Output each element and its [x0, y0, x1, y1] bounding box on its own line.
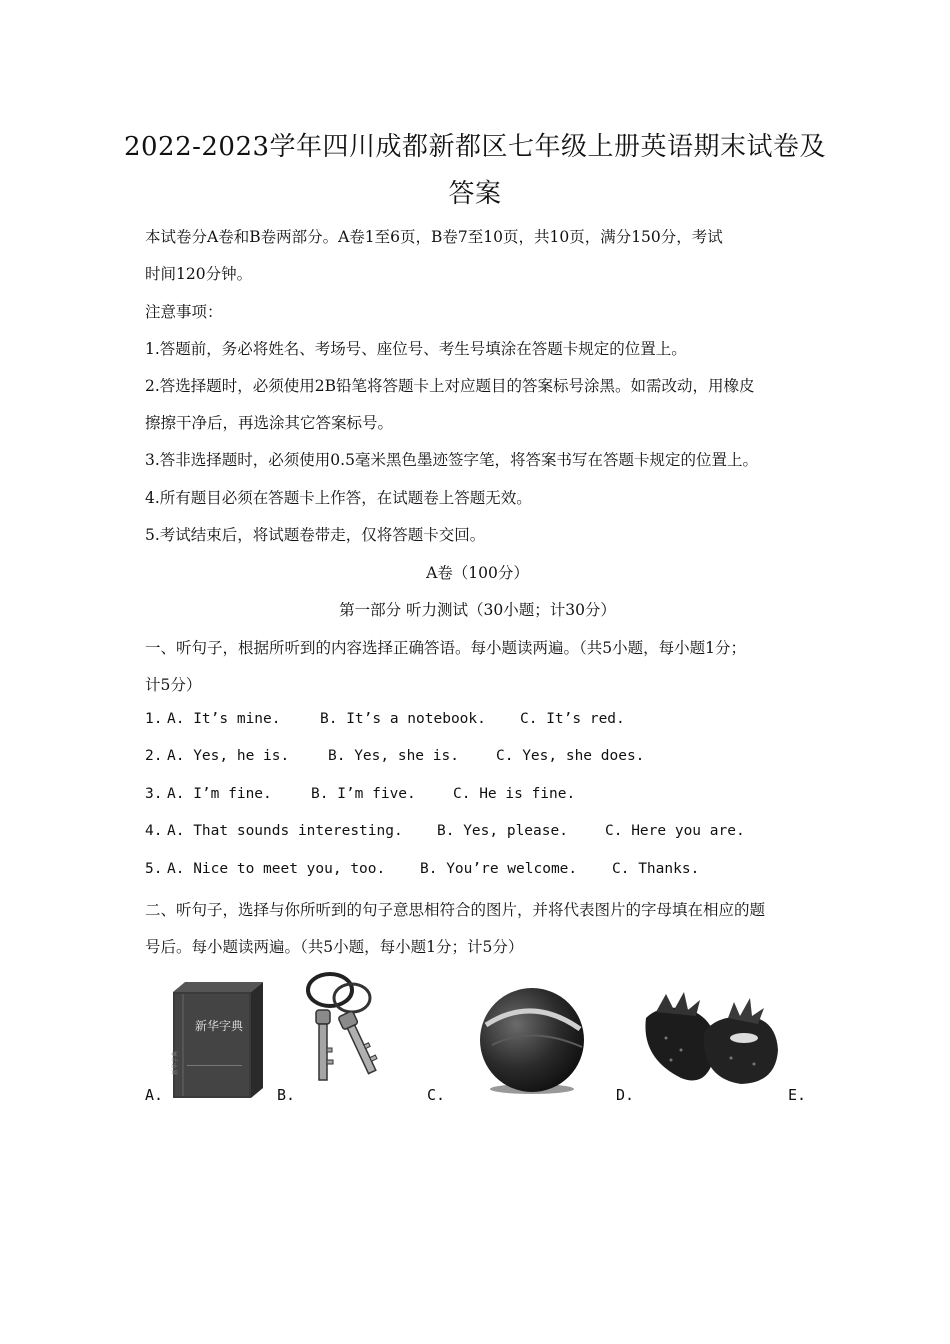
strawberries-picture [636, 988, 786, 1088]
notice-2: 2.答选择题时，必须使用2B铅笔将答题卡上对应题目的答案标号涂黑。如需改动，用橡皮 [145, 377, 755, 395]
question-number: 2. [145, 748, 163, 764]
question-2 [145, 748, 645, 764]
question-number: 5. [145, 861, 163, 877]
picture-label-e: E. [788, 1086, 807, 1104]
question-number: 1. [145, 711, 163, 727]
option-a: A. It’s mine. [167, 711, 281, 727]
dictionary-spine-text: 新华字典 [172, 1050, 179, 1075]
option-b: B. I’m five. [311, 786, 416, 802]
option-c: C. It’s red. [520, 711, 625, 727]
part-one-heading: 第一部分 听力测试（30小题；计30分） [339, 601, 616, 619]
notice-4: 4.所有题目必须在答题卡上作答，在试题卷上答题无效。 [145, 489, 532, 507]
q2-instruction-line2: 号后。每小题读两遍。（共5小题，每小题1分；计5分） [145, 938, 524, 956]
option-a: A. Yes, he is. [167, 748, 290, 764]
notice-3: 3.答非选择题时，必须使用0.5毫米黑色墨迹签字笔，将答案书写在答题卡规定的位置上。 [145, 451, 758, 469]
option-c: C. Here you are. [605, 823, 745, 839]
picture-label-a: A. [145, 1086, 164, 1104]
picture-label-c: C. [427, 1086, 446, 1104]
dictionary-title: 新华字典 [195, 1019, 244, 1033]
option-c: C. Yes, she does. [496, 748, 645, 764]
notice-heading: 注意事项： [145, 303, 223, 321]
question-number: 3. [145, 786, 163, 802]
notice-2-continued: 擦擦干净后，再选涂其它答案标号。 [145, 414, 394, 432]
option-a: A. That sounds interesting. [167, 823, 403, 839]
keys-picture [290, 968, 390, 1088]
question-5 [145, 861, 700, 877]
picture-label-d: D. [616, 1086, 635, 1104]
option-a: A. I’m fine. [167, 786, 272, 802]
exam-title-line1: 2022-2023学年四川成都新都区七年级上册英语期末试卷及 [123, 132, 827, 162]
exam-title-line2: 答案 [448, 179, 502, 209]
section-a-heading: A卷（100分） [426, 564, 529, 582]
notice-1: 1.答题前，务必将姓名、考场号、座位号、考生号填涂在答题卡规定的位置上。 [145, 340, 687, 358]
notice-5: 5.考试结束后，将试题卷带走，仅将答题卡交回。 [145, 526, 486, 544]
question-number: 4. [145, 823, 163, 839]
ball-picture [472, 985, 592, 1095]
picture-label-b: B. [277, 1086, 296, 1104]
question-4 [145, 823, 745, 839]
intro-line1: 本试卷分A卷和B卷两部分。A卷1至6页，B卷7至10页，共10页，满分150分，考试 [145, 228, 723, 246]
q2-instruction-line1: 二、听句子，选择与你所听到的句子意思相符合的图片，并将代表图片的字母填在相应的题 [145, 901, 766, 919]
question-1 [145, 711, 625, 727]
option-b: B. It’s a notebook. [320, 711, 486, 727]
dictionary-picture [165, 980, 265, 1100]
question-3 [145, 786, 576, 802]
option-c: C. Thanks. [612, 861, 700, 877]
intro-line2: 时间120分钟。 [145, 265, 253, 283]
option-a: A. Nice to meet you, too. [167, 861, 386, 877]
q1-instruction-line1: 一、听句子，根据所听到的内容选择正确答语。每小题读两遍。（共5小题，每小题1分； [145, 639, 746, 657]
option-b: B. Yes, please. [437, 823, 568, 839]
option-c: C. He is fine. [453, 786, 576, 802]
q1-instruction-line2: 计5分） [145, 676, 202, 694]
option-b: B. Yes, she is. [328, 748, 459, 764]
option-b: B. You’re welcome. [420, 861, 578, 877]
